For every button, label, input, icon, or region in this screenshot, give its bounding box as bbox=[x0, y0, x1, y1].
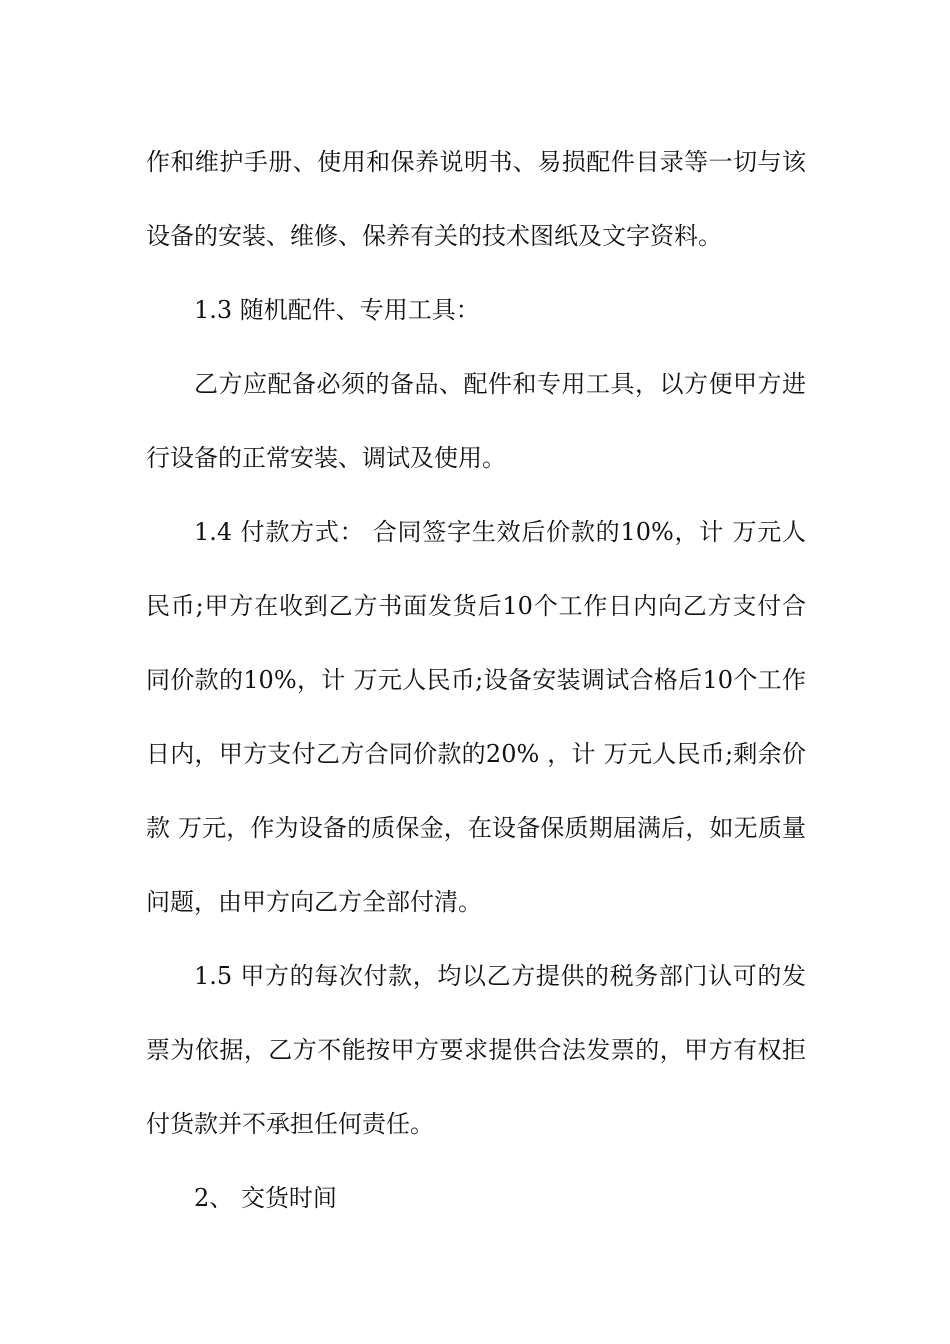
paragraph-invoice-requirement: 1.5 甲方的每次付款，均以乙方提供的税务部门认可的发票为依据，乙方不能按甲方要求提供合法发票的，甲方有权拒付货款并不承担任何责任。 bbox=[146, 962, 806, 1138]
paragraph-continued-manuals: 作和维护手册、使用和保养说明书、易损配件目录等一切与该设备的安装、维修、保养有关的技术图纸及文字资料。 bbox=[146, 148, 806, 250]
paragraph-payment-terms: 1.4 付款方式： 合同签字生效后价款的10%，计 万元人民币;甲方在收到乙方书面发货后10个工作日内向乙方支付合同价款的10%，计 万元人民币;设备安装调试合格后10个工作日内，甲方支付乙方合同价款的20% ，计 万元人民币;剩余价款 万元，作为设备的质保金，在设备保质期届满后，如无质量问题，由甲方向乙方全部付清。 bbox=[146, 518, 806, 916]
paragraph-heading-1-3: 1.3 随机配件、专用工具： bbox=[194, 296, 480, 324]
section-heading-delivery-time: 2、 交货时间 bbox=[194, 1184, 337, 1212]
paragraph-spare-parts: 乙方应配备必须的备品、配件和专用工具，以方便甲方进行设备的正常安装、调试及使用。 bbox=[146, 370, 806, 472]
document-body bbox=[146, 125, 806, 1235]
